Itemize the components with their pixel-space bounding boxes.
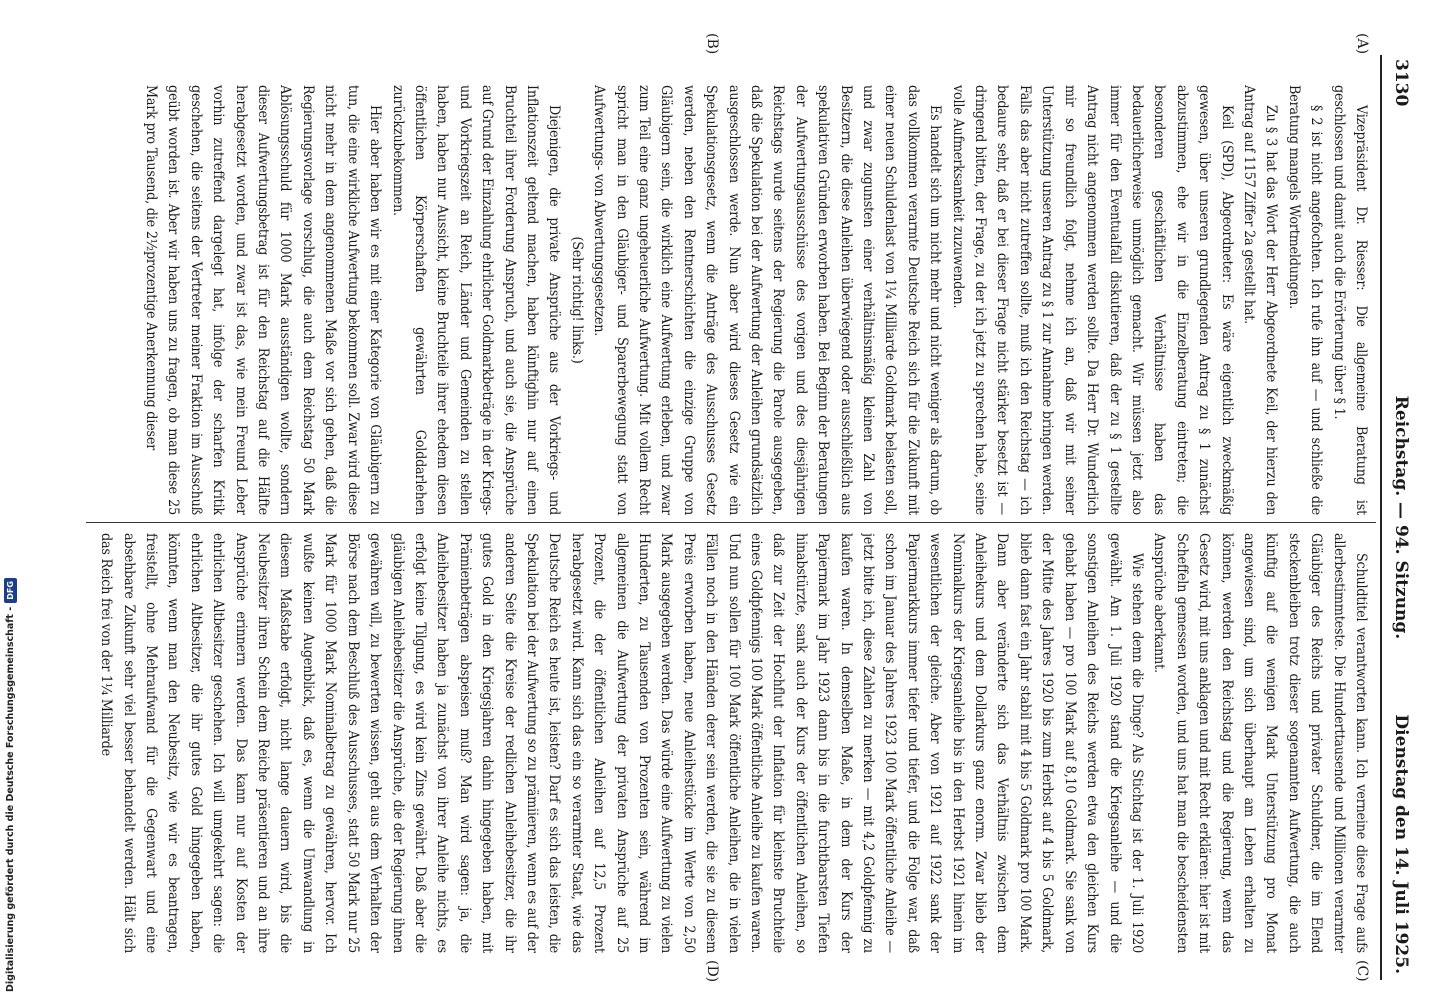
page-header [1380, 55, 1420, 980]
credit-text: Digitalisierung gefördert durch die Deutsche Forschungsgemeinschaft - [4, 606, 16, 992]
paragraph: Hier aber haben wir es mit einer Kategorie von Gläubigern zu tun, die eine wirkliche Aufwertung bekommen soll. Zwar wird diese nicht mehr in dem angenommenen Maße vor sich gehen, daß die Regierungsvorlage vorschlug, die auch dem Reichstag 50 Mark Ablösungsschuld für 1000 Mark ausständigen wollte, sondern dieser Aufwertungsbetrag ist für den Reichstag auf die Hälfte herabgesetzt worden, und zwar ist das, wie mein Freund Leber vorhin zutreffend dargelegt hat, infolge der scharfen Kritik geschehen, die seitens der Vertreter meiner Fraktion im Ausschuß geübt worden ist. Aber wir haben uns zu fragen, ob man diese 25 Mark pro Tausend, die 2½prozentige Anerkennung dieser [143, 85, 384, 515]
paragraph: Vizepräsident Dr. Riesser: Die allgemeine Beratung ist geschlossen und damit auch die Erörterung über § 1. [1330, 85, 1369, 515]
paragraph: Wie stehen denn die Dinge? Als Stichtag ist der 1. Juli 1920 gewählt. Am 1. Juli 1920 stand die Kriegsanleihe — und die sonstigen Anleihen des Reichs werden etwa den gleichen Kurs gehabt haben — pro 100 Mark auf 8,10 Goldmark. Sie sank von der Mitte des Jahres 1920 bis zum Herbst auf 4 bis 5 Goldmark, blieb dann fast ein Jahr stabil mit 4 bis 5 Goldmark pro 100 Mark. Dann aber veränderte sich das Verhältnis zwischen dem Anleihekurs und dem Dollarkurs ganz enorm. Zwar blieb der Nominalkurs der Kriegsanleihe bis in den Herbst 1921 hinein im wesentlichen der gleiche. Aber von 1921 auf 1922 sank der Papiermarkkurs immer tiefer und tiefer, und die Folge war, daß schon im Januar des Jahres 1923 100 Mark öffentliche Anleihe — jetzt bitte ich, diese Zahlen zu merken — mit 4,2 Goldpfennig zu kaufen waren. In demselben Maße, in dem der Kurs der Papiermark im Jahr 1923 dann bis in die furchtbarsten Tiefen hinabstürzte, sank auch der Kurs der öffentlichen Anleihen, so daß zur Zeit der Hochflut der Inflation für kleinste Bruchteile eines Goldpfennigs 100 Mark öffentliche Anleihe zu kaufen waren. Und nun sollen für 100 Mark öffentliche Anleihen, die in vielen Fällen noch in den Händen derer sein werden, die sie zu diesem Preis erworben haben, neue Anleihestücke im Werte von 2,50 Mark ausgegeben werden. Das würde eine Aufwertung zu vielen Hunderten, zu Tausenden von Prozenten sein, während im allgemeinen die Aufwertung der privaten Ansprüche auf 25 Prozent, die der öffentlichen Anleihen auf 12,5 Prozent herabgesetzt wird. Kann sich das ein so verarmter Staat, wie das Deutsche Reich es heute ist, leisten? Darf es sich das leisten, die Spekulation bei der Aufwertung so zu prämiieren, wenn es auf der anderen Seite die Kreise der redlichen Anleihebesitzer, die ihr gutes Gold in den Kriegsjahren dahin hingegeben haben, mit Prämienbeträgen abspeisen muß? Man wird sagen: ja, die Anleihebesitzer haben ja zunächst von ihrer Anleihe nichts, es erfolgt keine Tilgung, es wird kein Zins gewährt. Daß aber die gläubigen Anleihebesitzer die Ansprüche, die der Regierung ihnen gewähren will, zu bewerten wissen, geht aus dem Verhalten der Börse nach dem Beschluß des Ausschusses, statt 50 Mark nur 25 Mark für 1000 Mark Nominalbetrag zu gewähren, hervor. Ich wußte keinen Augenblick, daß es, wenn die Umwandlung in diesem Maßstabe erfolgt, nicht lange dauern wird, bis die Neubesitzer ihren Schein dem Reiche präsentieren und an ihre Ansprüche erinnern werden. Das kann nur auf Kosten der ehrlichen Altbesitzer geschehen. Ich will umgekehrt sagen: die ehrlichen Altbesitzer, die ihr gutes Gold hingegeben haben, könnten, wenn man den Neubesitz, wie wir es beantragen, freistellt, ohne Mehraufwand für die Gegenwart und eine absehbare Zukunft sehr viel besser behandelt werden. Hält sich das Reich frei von der 1¼ Milliarde [98, 533, 1145, 953]
margin-marker-a: (A) [1354, 33, 1370, 55]
dfg-logo-icon: DFG [4, 578, 17, 603]
paragraph: § 2 ist nicht angefochten. Ich rufe ihn auf — und schließe die Beratung mangels Wortmeldungen. [1285, 85, 1325, 515]
interjection: (Sehr richtig! links.) [568, 236, 585, 364]
paragraph: Es handelt sich um nicht mehr und nicht weniger als darum, ob das vollkommen verarmte Deutsche Reich sich für die Zukunft mit einer neuen Schuldenlast von 1¼ Milliarde Goldmark belasten soll, und zwar zugunsten einer verhältnismäßig kleinen Zahl von Besitzern, die diese Anleihen überwiegend oder ausschließlich aus spekulativen Gründen erworben haben. Bei Beginn der Beratungen der Aufwertungsausschüsse des vorigen und des diesjährigen Reichstags wurde seitens der Regierung die Parole ausgegeben, daß die Spekulation bei der Aufwertung der Anleihen grundsätzlich ausgeschlossen werde. Nun aber wird dieses Gesetz wie ein Spekulationsgesetz, wenn die Anträge des Ausschusses Gesetz werden, neben den Rentnerschichten die einzige Gruppe von Gläubigern sein, die wirklich eine Aufwertung erleben, und zwar zum Teil eine ganz ungeheuerliche Aufwertung. Mit vollem Recht spricht man in den Gläubiger- und Sparerbewegung statt von Aufwertungs- von Abwertungsgesetzen. [591, 85, 944, 515]
document-page [80, 33, 1420, 983]
margin-marker-c: (C) [1354, 960, 1370, 982]
paragraph: Schuldtitel verantworten kann. Ich verneine diese Frage aufs allerbestimmteste. Die Hunderttausende und Millionen verarmter Gläubiger des Reichs und privater Schuldner, die im Elend steckenbleiben trotz dieser sogenannten Aufwertung, die auch künftig auf die wenigen Mark Unterstützung pro Monat angewiesen sind, um sich überhaupt am Leben erhalten zu können, werden den Reichstag und die Regierung, wenn das Gesetz wird, mit uns anklagen und mit Recht erklären: hier ist mit Scheffeln gemessen worden, und uns hat man die bescheidensten Ansprüche aberkannt. [1151, 533, 1369, 953]
paragraph: Diejenigen, die private Ansprüche aus der Vorkriegs- und Inflationszeit geltend machen, haben künftighin nur auf einen Bruchteil ihrer Forderung Anspruch, und auch sie, die Ansprüche auf Grund der Einzahlung ehrlicher Goldmarkbeträge in der Kriegs- und Vorkriegszeit an Reich, Länder und Gemeinden zu stellen haben, haben nur Aussicht, kleine Bruchteile ihrer ehedem diesen öffentlichen Körperschaften gewährten Golddarlehen zurückzubekommen. [389, 85, 563, 515]
margin-marker-b: (B) [704, 33, 720, 55]
digitization-credit [2, 0, 18, 992]
session-date: Dienstag den 14. Juli 1925. [1391, 714, 1411, 974]
column-divider [86, 522, 1376, 523]
right-column [87, 533, 1372, 953]
page-number: 3130 [1391, 59, 1411, 107]
session-title: Reichstag. — 94. Sitzung. [1391, 395, 1411, 640]
paragraph: Zu § 3 hat das Wort der Herr Abgeordnete Keil, der hierzu den Antrag auf 1157 Ziffer 2a gestellt hat. [1240, 85, 1280, 515]
margin-marker-d: (D) [704, 960, 720, 983]
left-column [87, 85, 1372, 515]
paragraph: Keil (SPD), Abgeordneter: Es wäre eigentlich zweckmäßig gewesen, über unseren grundlegenden Antrag zu § 1 zunächst abzustimmen, ehe wir in die Einzelberatung eintreten; die besonderen geschäftlichen Verhältnisse haben das bedauerlicherweise unmöglich gemacht. Wir müssen jetzt also immer für den Eventualfall diskutieren, daß der zu § 1 gestellte Antrag nicht angenommen werden sollte. Da Herr Dr. Wunderlich mir so freundlich folgt, nehme ich an, daß wir mit seiner Unterstützung unseren Antrag zu § 1 zur Annahme bringen werden. Falls das aber nicht zutreffen sollte, muß ich den Reichstag — ich bedaure sehr, daß er bei dieser Frage nicht stärker besetzt ist — dringend bitten, der Frage, zu der ich jetzt zu sprechen habe, seine volle Aufmerksamkeit zuzuwenden. [949, 85, 1235, 515]
